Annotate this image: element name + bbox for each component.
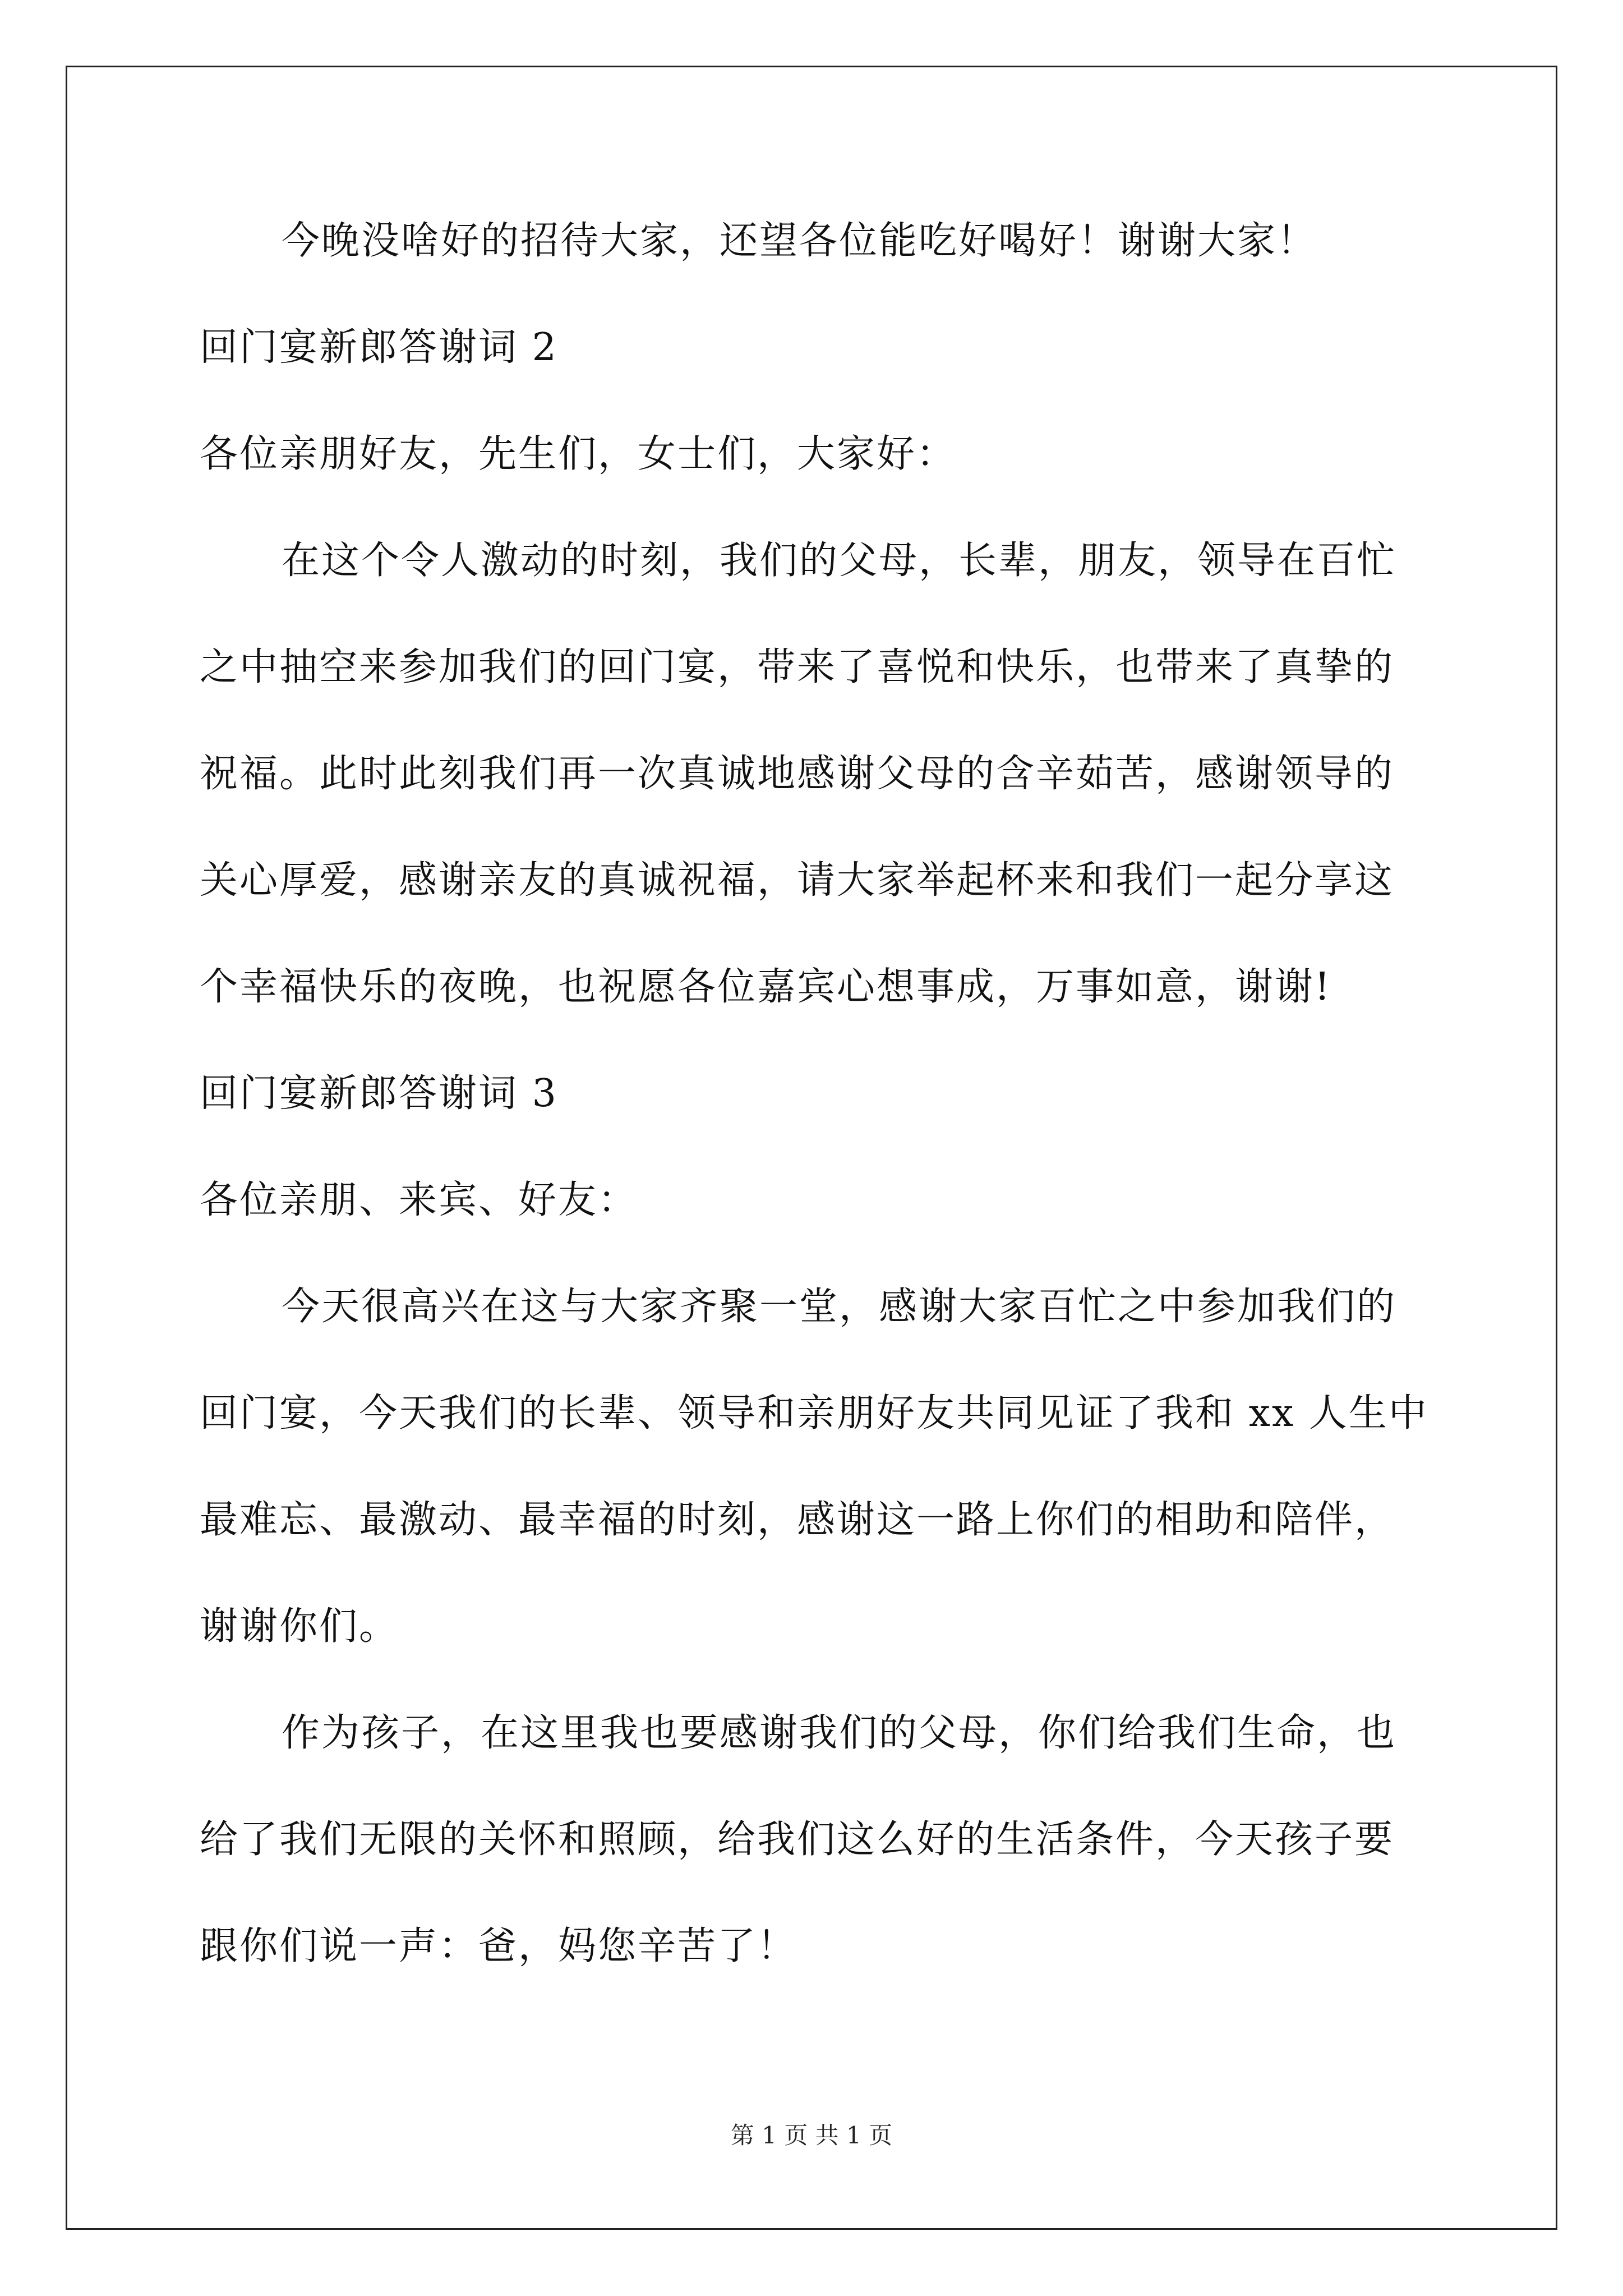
paragraph-line: 今天很高兴在这与大家齐聚一堂，感谢大家百忙之中参加我们的	[282, 1285, 1397, 1329]
paragraph-line: 关心厚爱，感谢亲友的真诚祝福，请大家举起杯来和我们一起分享这	[200, 858, 1395, 903]
paragraph-line: 给了我们无限的关怀和照顾，给我们这么好的生活条件，今天孩子要	[200, 1818, 1395, 1862]
paragraph-line: 在这个令人激动的时刻，我们的父母，长辈，朋友，领导在百忙	[282, 539, 1397, 583]
page-footer: 第 1 页 共 1 页	[730, 2122, 893, 2149]
salutation: 各位亲朋、来宾、好友：	[200, 1178, 638, 1222]
salutation: 各位亲朋好友，先生们，女士们，大家好：	[200, 432, 957, 476]
paragraph-line: 跟你们说一声：爸，妈您辛苦了！	[200, 1924, 797, 1968]
section-heading: 回门宴新郎答谢词 3	[200, 1071, 558, 1116]
paragraph-line: 谢谢你们。	[200, 1604, 399, 1649]
paragraph-line: 今晚没啥好的招待大家，还望各位能吃好喝好！谢谢大家！	[282, 219, 1317, 263]
paragraph-line: 最难忘、最激动、最幸福的时刻，感谢这一路上你们的相助和陪伴，	[200, 1498, 1395, 1542]
paragraph-line: 祝福。此时此刻我们再一次真诚地感谢父母的含辛茹苦，感谢领导的	[200, 752, 1395, 796]
paragraph-line: 之中抽空来参加我们的回门宴，带来了喜悦和快乐，也带来了真挚的	[200, 645, 1395, 689]
paragraph-line: 回门宴，今天我们的长辈、领导和亲朋好友共同见证了我和 xx 人生中	[200, 1391, 1428, 1435]
section-heading: 回门宴新郎答谢词 2	[200, 325, 558, 370]
paragraph-line: 个幸福快乐的夜晚，也祝愿各位嘉宾心想事成，万事如意，谢谢!	[200, 965, 1332, 1009]
paragraph-line: 作为孩子，在这里我也要感谢我们的父母，你们给我们生命，也	[282, 1711, 1397, 1755]
page-border	[66, 66, 1557, 2230]
